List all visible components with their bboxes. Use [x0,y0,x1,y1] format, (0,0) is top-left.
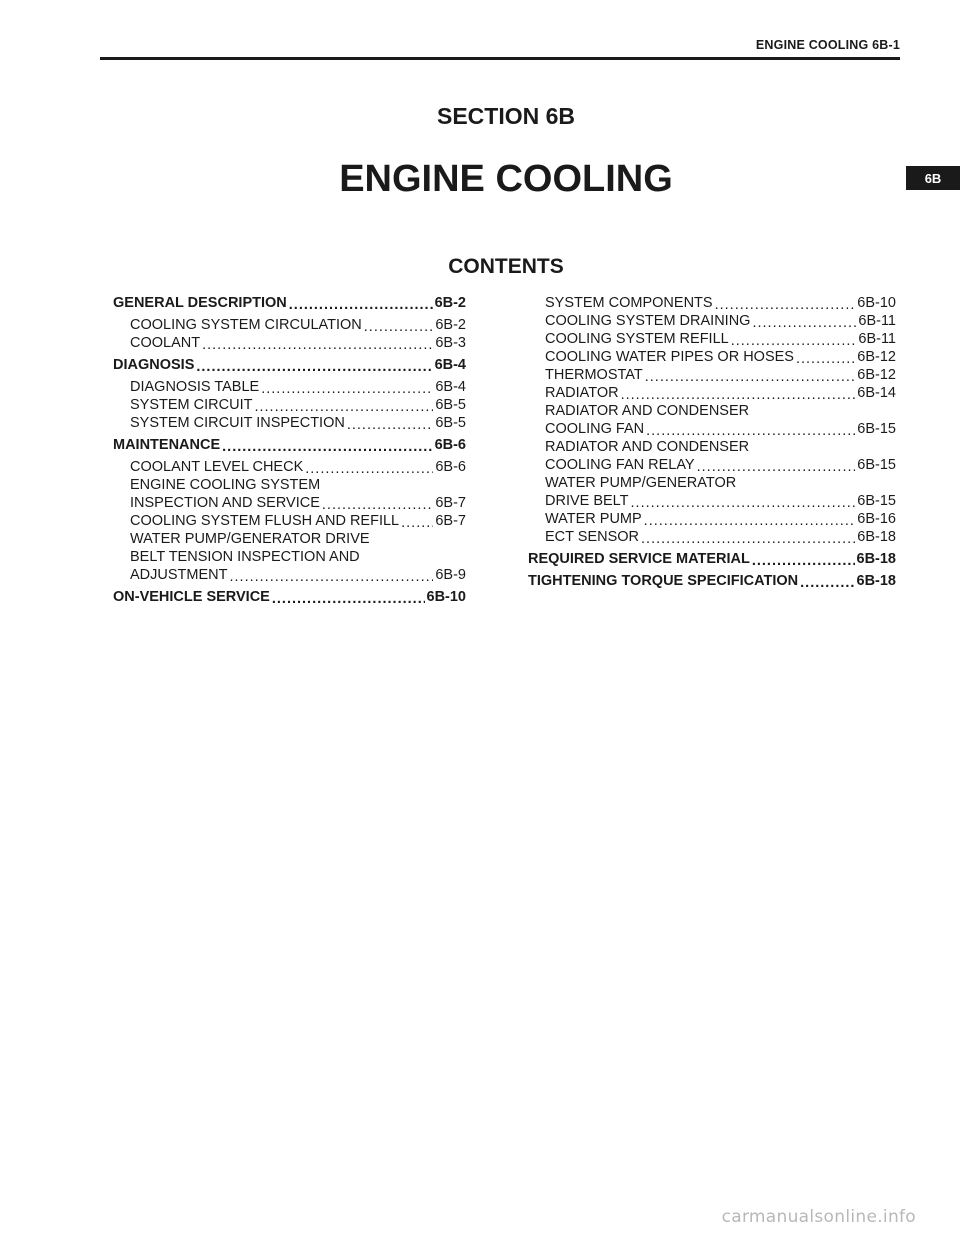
toc-entry-page: 6B-11 [858,331,896,347]
toc-entry[interactable] [528,294,896,312]
toc-leader-dots [644,514,856,528]
toc-entry-page: 6B-2 [434,295,466,311]
toc-entry-title: SYSTEM COMPONENTS [545,295,713,311]
toc-entry-title: ON-VEHICLE SERVICE [113,589,270,605]
toc-leader-dots [261,382,433,396]
toc-entry[interactable] [528,510,896,528]
toc-entry-title: ENGINE COOLING SYSTEM [130,477,321,493]
toc-entry-page: 6B-5 [435,415,466,431]
toc-entry-title: RADIATOR [545,385,619,401]
toc-entry-page: 6B-12 [857,367,896,383]
toc-right-column [528,294,896,594]
toc-entry-page: 6B-7 [435,495,466,511]
toc-entry-page: 6B-11 [858,313,896,329]
toc-entry-page: 6B-4 [435,379,466,395]
toc-entry-page: 6B-14 [857,385,896,401]
toc-entry[interactable] [528,438,896,474]
toc-entry-title: COOLING SYSTEM CIRCULATION [130,317,362,333]
document-title: ENGINE COOLING [339,158,673,200]
toc-entry-page: 6B-16 [857,511,896,527]
toc-entry-title: THERMOSTAT [545,367,643,383]
toc-leader-dots [322,498,433,512]
toc-leader-dots [229,570,433,584]
toc-entry-title: WATER PUMP/GENERATOR [545,475,737,491]
toc-leader-dots [289,298,433,312]
toc-entry-page: 6B-7 [435,513,466,529]
toc-leader-dots [202,338,433,352]
toc-entry[interactable] [528,528,896,546]
toc-entry-title: COOLING SYSTEM FLUSH AND REFILL [130,513,400,529]
toc-entry[interactable] [113,396,466,414]
toc-entry-title: GENERAL DESCRIPTION [113,295,287,311]
toc-entry-title: COOLANT LEVEL CHECK [130,459,304,475]
toc-entry-title: REQUIRED SERVICE MATERIAL [528,551,750,567]
toc-entry-title: COOLING SYSTEM DRAINING [545,313,751,329]
toc-entry-page: 6B-15 [857,457,896,473]
toc-entry[interactable] [113,294,466,312]
toc-entry[interactable] [113,334,466,352]
toc-entry-title: INSPECTION AND SERVICE [130,495,320,511]
toc-entry[interactable] [528,384,896,402]
toc-entry[interactable] [113,414,466,432]
toc-entry-title: ADJUSTMENT [130,567,228,583]
section-label: SECTION 6B [436,103,576,129]
toc-entry-page: 6B-10 [426,589,466,605]
toc-leader-dots [347,418,434,432]
toc-entry[interactable] [113,530,466,584]
toc-leader-dots [272,592,425,606]
toc-entry[interactable] [528,402,896,438]
toc-entry-page: 6B-15 [857,421,896,437]
toc-leader-dots [196,360,432,374]
toc-entry[interactable] [528,572,896,590]
toc-entry-page: 6B-15 [857,493,896,509]
toc-entry-title: RADIATOR AND CONDENSER [545,403,750,419]
toc-entry-page: 6B-12 [857,349,896,365]
toc-entry[interactable] [113,588,466,606]
toc-entry-page: 6B-18 [856,573,896,589]
toc-entry[interactable] [113,512,466,530]
toc-leader-dots [401,516,433,530]
toc-entry-page: 6B-4 [434,357,466,373]
toc-leader-dots [364,320,434,334]
watermark: carmanualsonline.info [721,1207,916,1227]
toc-entry-page: 6B-5 [435,397,466,413]
toc-entry[interactable] [113,356,466,374]
toc-entry-page: 6B-10 [857,295,896,311]
toc-leader-dots [222,440,432,454]
toc-leader-dots [631,496,856,510]
toc-entry[interactable] [528,366,896,384]
toc-entry-title: WATER PUMP/GENERATOR DRIVE [130,531,370,547]
toc-entry-title: DIAGNOSIS [113,357,195,373]
toc-leader-dots [715,298,856,312]
toc-entry[interactable] [528,474,896,510]
toc-entry[interactable] [528,312,896,330]
toc-leader-dots [752,554,855,568]
toc-leader-dots [305,462,433,476]
toc-leader-dots [641,532,855,546]
section-tab: 6B [906,166,960,190]
toc-entry-title: BELT TENSION INSPECTION AND [130,549,360,565]
toc-entry[interactable] [113,476,466,512]
toc-entry-title: TIGHTENING TORQUE SPECIFICATION [528,573,799,589]
toc-entry-title: COOLING FAN [545,421,645,437]
toc-entry[interactable] [113,316,466,334]
toc-leader-dots [752,316,856,330]
running-header: ENGINE COOLING 6B-1 [755,38,900,52]
toc-entry-page: 6B-18 [857,529,896,545]
toc-entry-title: SYSTEM CIRCUIT INSPECTION [130,415,345,431]
toc-entry-page: 6B-18 [856,551,896,567]
toc-leader-dots [731,334,857,348]
toc-leader-dots [800,576,854,590]
toc-entry-title: DIAGNOSIS TABLE [130,379,260,395]
toc-leader-dots [254,400,433,414]
toc-entry-title: SYSTEM CIRCUIT [130,397,253,413]
toc-entry[interactable] [528,330,896,348]
toc-entry-page: 6B-2 [435,317,466,333]
toc-entry-title: MAINTENANCE [113,437,221,453]
toc-entry[interactable] [113,436,466,454]
toc-entry-title: COOLANT [130,335,201,351]
toc-leader-dots [646,424,855,438]
toc-leader-dots [697,460,856,474]
toc-entry-title: COOLING FAN RELAY [545,457,695,473]
toc-entry-title: RADIATOR AND CONDENSER [545,439,750,455]
toc-entry-title: WATER PUMP [545,511,642,527]
toc-leader-dots [645,370,856,384]
toc-entry-title: COOLING WATER PIPES OR HOSES [545,349,794,365]
toc-left-column [113,294,466,610]
contents-heading: CONTENTS [448,255,564,278]
toc-entry-title: ECT SENSOR [545,529,640,545]
toc-entry-page: 6B-6 [434,437,466,453]
toc-entry-page: 6B-3 [435,335,466,351]
toc-entry-title: DRIVE BELT [545,493,629,509]
toc-leader-dots [796,352,855,366]
toc-entry[interactable] [528,348,896,366]
toc-entry-page: 6B-9 [435,567,466,583]
toc-entry[interactable] [113,458,466,476]
toc-entry-page: 6B-6 [435,459,466,475]
toc-entry[interactable] [528,550,896,568]
toc-leader-dots [621,388,856,402]
header-rule [100,57,900,60]
toc-entry[interactable] [113,378,466,396]
toc-entry-title: COOLING SYSTEM REFILL [545,331,729,347]
